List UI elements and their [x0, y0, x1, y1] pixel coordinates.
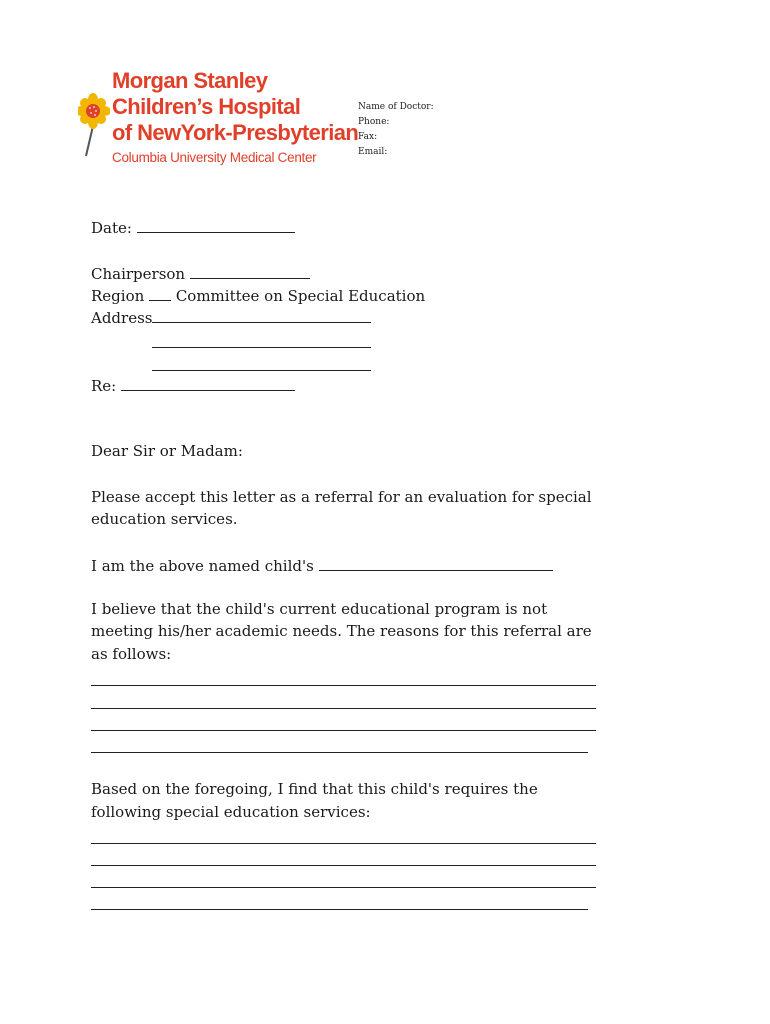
- chairperson-line: [91, 261, 310, 286]
- relationship-line: [91, 553, 553, 578]
- address-line: [91, 305, 371, 330]
- date-label: Date:: [91, 219, 132, 237]
- reasons-field-2[interactable]: [91, 708, 596, 709]
- address-label: Address: [91, 309, 153, 327]
- sunflower-icon: [78, 92, 110, 158]
- region-label: Region: [91, 287, 145, 305]
- para1-line1: Please accept this letter as a referral for an evaluation for special: [91, 488, 592, 506]
- region-field[interactable]: [149, 283, 171, 301]
- address-field-3[interactable]: [152, 370, 371, 371]
- committee-label: Committee on Special Education: [175, 287, 426, 305]
- para3-line2: meeting his/her academic needs. The reasons for this referral are: [91, 622, 592, 640]
- phone-label: Phone:: [358, 117, 390, 127]
- logo-text-line3: of NewYork-Presbyterian: [112, 120, 359, 145]
- relationship-field[interactable]: [319, 553, 553, 571]
- logo-text-line2: Children’s Hospital: [112, 94, 301, 119]
- doctor-contact-block: [358, 100, 434, 160]
- relationship-label: I am the above named child's: [91, 557, 314, 575]
- logo-text-line4: Columbia University Medical Center: [112, 150, 317, 165]
- date-line: [91, 215, 295, 240]
- hospital-logo: [78, 68, 359, 172]
- address-field-1[interactable]: [152, 305, 371, 323]
- reasons-field-1[interactable]: [91, 685, 596, 686]
- para3-line3: as follows:: [91, 645, 172, 663]
- chairperson-label: Chairperson: [91, 265, 186, 283]
- salutation: Dear Sir or Madam:: [91, 442, 243, 460]
- reasons-field-4[interactable]: [91, 752, 588, 753]
- re-field[interactable]: [121, 373, 295, 391]
- para1-line2: education services.: [91, 510, 238, 528]
- region-line: [91, 283, 425, 308]
- re-line: [91, 373, 295, 398]
- re-label: Re:: [91, 377, 117, 395]
- reasons-field-3[interactable]: [91, 730, 596, 731]
- date-field[interactable]: [137, 215, 295, 233]
- services-field-1[interactable]: [91, 843, 596, 844]
- services-field-3[interactable]: [91, 887, 596, 888]
- para3-line1: I believe that the child's current educational program is not: [91, 600, 548, 618]
- email-label: Email:: [358, 147, 388, 157]
- doctor-name-label: Name of Doctor:: [358, 102, 434, 112]
- services-field-2[interactable]: [91, 865, 596, 866]
- address-field-2[interactable]: [152, 347, 371, 348]
- fax-label: Fax:: [358, 132, 378, 142]
- para4-line2: following special education services:: [91, 803, 371, 821]
- logo-text-line1: Morgan Stanley: [112, 68, 268, 93]
- chairperson-field[interactable]: [190, 261, 310, 279]
- services-field-4[interactable]: [91, 909, 588, 910]
- para4-line1: Based on the foregoing, I find that this child's requires the: [91, 780, 538, 798]
